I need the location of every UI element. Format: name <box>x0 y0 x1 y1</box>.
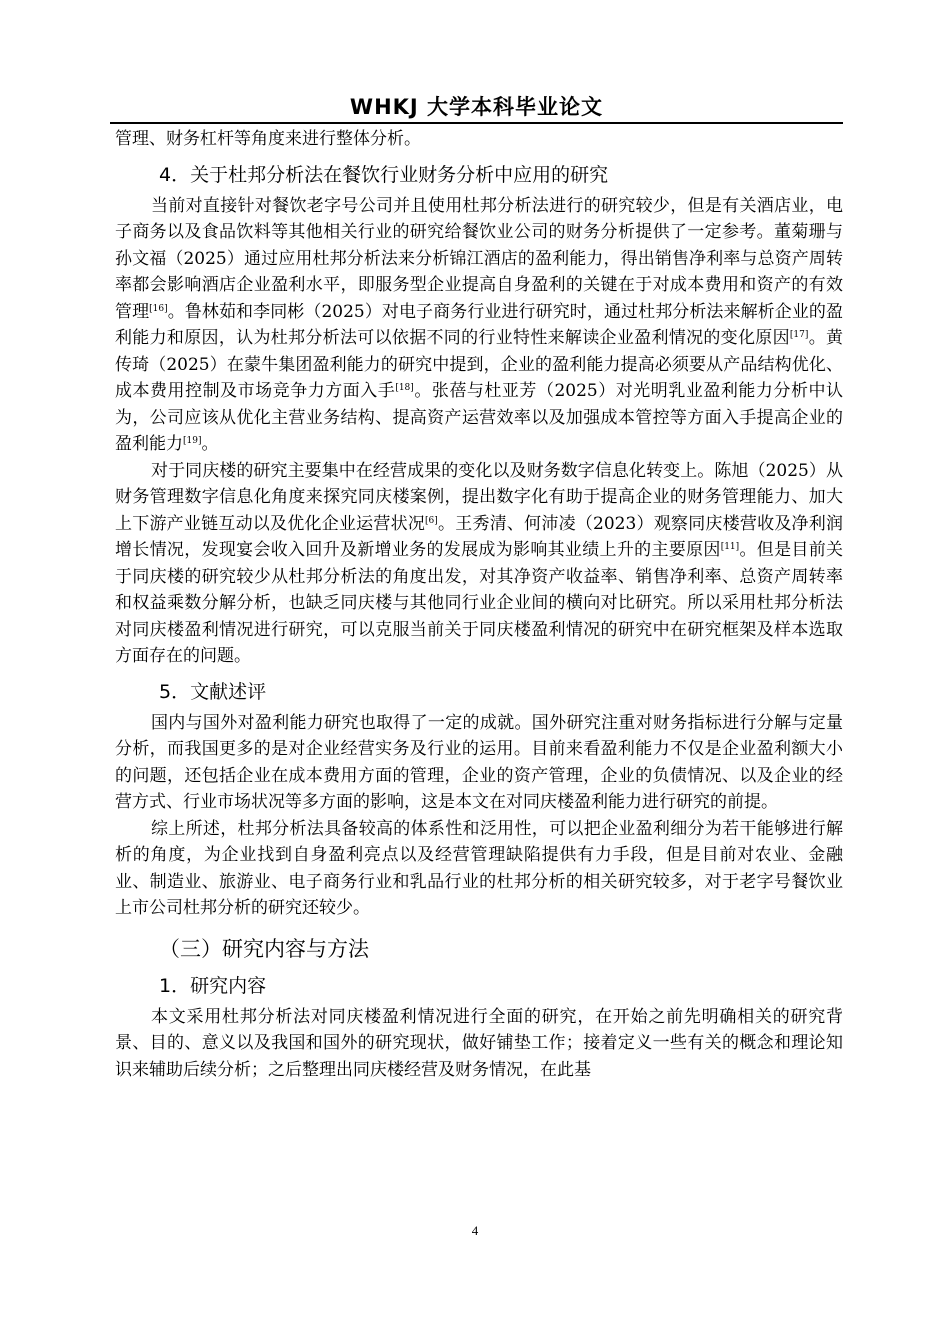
citation-ref: [11] <box>720 542 740 552</box>
header-rule <box>110 122 843 124</box>
citation-ref: [16] <box>149 303 168 314</box>
paragraph <box>115 710 843 816</box>
citation-ref: [19] <box>183 436 202 446</box>
citation-ref: [18] <box>395 383 414 393</box>
text-run: 4．关于杜邦分析法在餐饮行业财务分析中应用的研究 <box>159 163 609 186</box>
text-run: 。鲁林茹和李同彬（2025）对电子商务行业进行研究时，通过杜邦分析法来解析企业的盈利能力和原因，认为杜邦分析法可以依据不同的行业特性来解读企业盈利情况的变化原因 <box>115 301 844 348</box>
text-run: 。张蓓与杜亚芳（2025）对光明乳业盈利能力分析中认为，公司应该从优化主营业务结构、提高资产运营效率以及加强成本管控等方面入手提高企业的盈利能力 <box>115 381 844 454</box>
text-run: 综上所述，杜邦分析法具备较高的体系性和泛用性，可以把企业盈利细分为若干能够进行解析的角度，为企业找到自身盈利亮点以及经营管理缺陷提供有力手段，但是目前对农业、金融业、制造业、旅游业、电子商务行业和乳品行业的杜邦分析的相关研究较多，对于老字号餐饮业上市公司杜邦分析的研究还较少。 <box>115 818 843 918</box>
section-heading <box>115 934 843 964</box>
citation-ref: [6] <box>425 515 438 526</box>
page-number: 4 <box>471 1223 479 1238</box>
page-header-title: WHKJ 大学本科毕业论文 <box>349 95 604 119</box>
body-content <box>115 126 843 1083</box>
paragraph <box>115 816 843 922</box>
text-run: 1．研究内容 <box>159 974 267 997</box>
text-run: 。 <box>201 434 219 454</box>
text-run: 当前对直接针对餐饮老字号公司并且使用杜邦分析法进行的研究较少，但是有关酒店业，电子商务以及食品饮料等其他相关行业的研究给餐饮业公司的财务分析提供了一定参考。董菊珊与孙文福（2025）通过应用杜邦分析法来分析锦江酒店的盈利能力，得出销售净利率与总资产周转率都会影响酒店企业盈利水平，即服务型企业提高自身盈利的关键在于对成本费用和资产的有效管理 <box>115 195 843 322</box>
text-run: 。王秀清、何沛凌（2023）观察同庆楼营收及净利润增长情况，发现宴会收入回升及新增业务的发展成为影响其业绩上升的主要原因 <box>115 513 844 560</box>
text-run: 管理、财务杠杆等角度来进行整体分析。 <box>115 129 421 149</box>
subsection-heading <box>115 678 843 706</box>
text-run: （三）研究内容与方法 <box>159 936 369 961</box>
paragraph <box>115 193 843 458</box>
text-run: 对于同庆楼的研究主要集中在经营成果的变化以及财务数字信息化转变上。陈旭（2025）从财务管理数字信息化角度来探究同庆楼案例，提出数字化有助于提高企业的财务管理能力、加大上下游产业链互动以及优化企业运营状况 <box>115 460 843 534</box>
subsection-heading <box>115 972 843 1000</box>
paragraph <box>115 458 843 670</box>
paragraph <box>115 126 843 153</box>
citation-ref: [17] <box>789 330 809 340</box>
text-run: 国内与国外对盈利能力研究也取得了一定的成就。国外研究注重对财务指标进行分解与定量分析，而我国更多的是对企业经营实务及行业的运用。目前来看盈利能力不仅是企业盈利额大小的问题，还包括企业在成本费用方面的管理，企业的资产管理，企业的负债情况、以及企业的经营方式、行业市场状况等多方面的影响，这是本文在对同庆楼盈利能力进行研究的前提。 <box>115 712 843 812</box>
text-run: 本文采用杜邦分析法对同庆楼盈利情况进行全面的研究，在开始之前先明确相关的研究背景、目的、意义以及我国和国外的研究现状，做好铺垫工作；接着定义一些有关的概念和理论知识来辅助后续分析；之后整理出同庆楼经营及财务情况，在此基 <box>115 1006 843 1080</box>
paragraph <box>115 1004 843 1084</box>
text-run: 。黄传琦（2025）在蒙牛集团盈利能力的研究中提到，企业的盈利能力提高必须要从产品结构优化、成本费用控制及市场竞争力方面入手 <box>115 328 844 401</box>
text-run: 5．文献述评 <box>159 680 267 703</box>
text-run: 。但是目前关于同庆楼的研究较少从杜邦分析法的角度出发，对其净资产收益率、销售净利率、总资产周转率和权益乘数分解分析，也缺乏同庆楼与其他同行业企业间的横向对比研究。所以采用杜邦分析法对同庆楼盈利情况进行研究，可以克服当前关于同庆楼盈利情况的研究中在研究框架及样本选取方面存在的问题。 <box>115 540 844 666</box>
subsection-heading <box>115 161 843 189</box>
